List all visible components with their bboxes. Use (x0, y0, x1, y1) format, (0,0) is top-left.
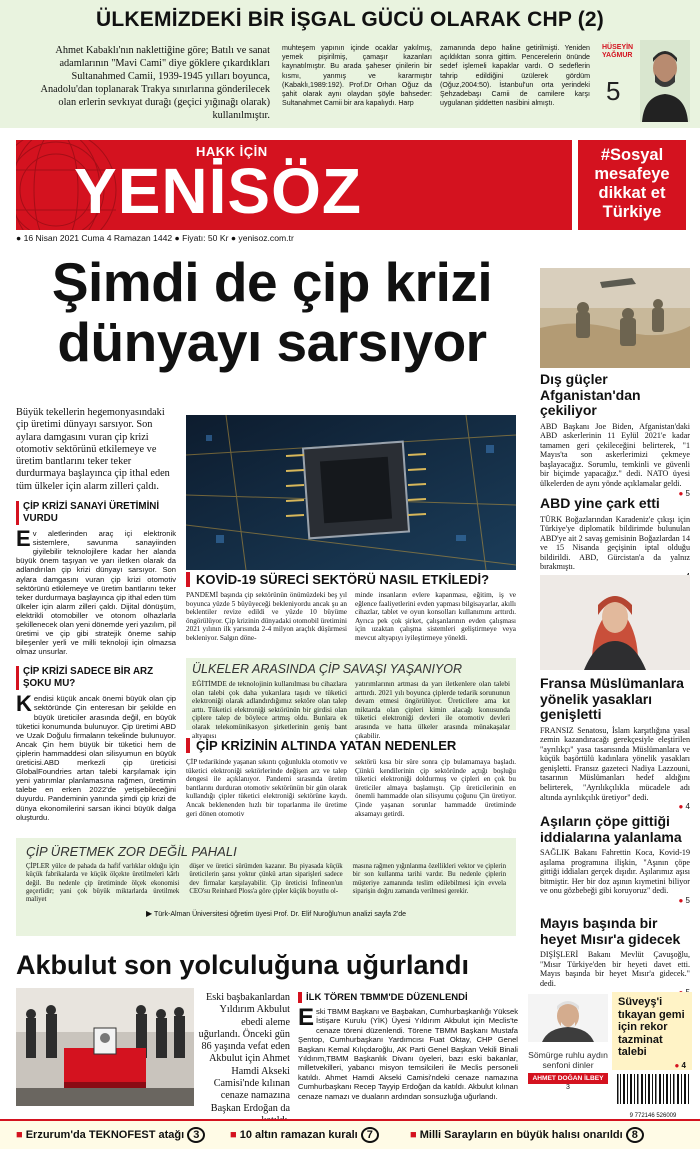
story-france[interactable] (540, 676, 690, 811)
drop-cap: E (16, 526, 31, 552)
akbulut-headline[interactable]: Akbulut son yolculuğuna uğurlandı (16, 950, 469, 980)
story-text: sektörü kısa bir süre sonra çip bulamamaya başladı. Çünkü kendilerinin çip sektöründe açtığı boşluğu tüketici elektroniği doldurmuş ve çipleri en çok bu üreticiler almaya başlamıştı. Çip üreticilerinin en önemli hammadde olan silisyumu çoğunu Çin üretiyor. Çinde yaşanan sorunlar hammadde üretiminde aksamayı getirdi. (355, 758, 516, 818)
story-text: ABD Başkanı Joe Biden, Afganistan'daki ABD askerlerinin 11 Eylül 2021'e kadar tamamen geri çekileceğini belirterek, "1 Mayıs'ta son askerlerimizi çekmeye başlayacağız. Sorumlu, temkinli ve güvenli bir biçimde yapacağız." dedi. NATO üyesi ülkelerden de aynı yönde açıklamalar geldi. (540, 421, 690, 489)
story-title: KOVİD-19 SÜRECİ SEKTÖRÜ NASIL ETKİLEDİ? (186, 572, 516, 587)
masthead-logo: YENİSÖZ (74, 155, 362, 227)
woman-photo (540, 575, 690, 670)
main-headline[interactable]: Şimdi de çip krizi dünyayı sarsıyor (51, 251, 493, 373)
page-number: 5 (685, 488, 690, 498)
columnist-quote: Sömürge ruhlu aydın senfoni dinler (528, 1050, 608, 1070)
arrow-icon: ● (678, 802, 684, 812)
columnist-page: 3 (566, 1084, 570, 1091)
ticker-item-1[interactable] (16, 1127, 205, 1143)
story-usa[interactable] (540, 496, 690, 581)
columnist-name: HÜSEYİN YAĞMUR (602, 44, 634, 59)
story-text: FRANSIZ Senatosu, İslam karşıtlığına yasal zemin kazandıracağı gerekçesiyle eleştirilen "ayrılıkçı" yasa tasarısında Müslümanlara ve küçük başörtülü kadınlara yönelik yasakları genişletti. Fransız gazeteci Nadiya Lazzouni, tasarının Müslümanları hedef aldığını belirterek, "Ayrılıkçılıkla mücadele adı altında ayrılıkçılık üretiyor" dedi. (540, 725, 690, 802)
story-causes[interactable] (186, 738, 516, 818)
story-text: TÜRK Boğazlarından Karadeniz'e çıkışı için Türkiye'ye diplomatik bildirimde bulunulan ABD'ye ait 2 savaş gemisinin Boğazlardan 14 ve 15 Nisanda geçişinin iptal olduğu bildirildi. ABD, Gürcistan'a da yalnız bırakmıştı. (540, 514, 690, 572)
story-text: düşer ve üretici sürümden kazanır. Bu piyasada küçük üreticilerin şansı yoktur çünkü artan siparişleri sadece dev firmalar karşılayabilir. Çip üreticisi Infineon'un CEO'su Reinhard Ploss'a göre çipler küçük boyutlu ol- (189, 863, 343, 895)
drop-cap: K (16, 691, 32, 717)
barcode (614, 1072, 692, 1119)
arrow-icon: ● (678, 895, 684, 905)
story-text: SAĞLIK Bakanı Fahrettin Koca, Kovid-19 aşılama programına ilişkin, "Aşının çöpe gittiği iddiaları gerçek dışıdır. Aşılarımız aşısı bitmiştir. Her bir doz aşının kıymetini biliyor ve onu gözbebeği gibi koruyoruz" dedi. (540, 848, 690, 896)
arrow-icon: ● (674, 1060, 680, 1070)
arrow-icon: ● (678, 488, 684, 498)
column-headline: ÜLKEMİZDEKİ BİR İŞGAL GÜCÜ OLARAK CHP (2) (96, 8, 604, 31)
columnist-box[interactable] (600, 40, 690, 122)
story-afghanistan[interactable] (540, 372, 690, 498)
columnist-page: 5 (606, 76, 621, 106)
akbulut-deck: Eski başbakanlardan Yıldırım Akbulut ebedi aleme uğurlandı. Önceki gün 86 yaşında vefat eden Akbulut için Ahmet Hamdi Akseki Camisi'nde kılınan cenaze namazına Başkan Erdoğan da (198, 992, 290, 1114)
section-text: v aletlerinden araç içi elektronik sistemlere, savunma sanayiinden giyilebilir teknolojilere kadar her alanda büyük önem taşıyan ve yarı iletken olarak da adlandırılan çip krizi dünyayı sarsıyor. Son aylara damgasını vuran çip krizi otomotiv sektörünü etkilemeye ve üretim bantlarını teker teker durdurmaya başlayınca çip ithal eden tüm ülkeler için alarm zilleri çaldı. Dijital dönüşüm, elektrikli otomobiller ve otonom olhazlarla şekillenecek olan yeni dönemde yeri yazılım, pil üretimi ve çip gibi stratejik öneme sahip bileşenler yerli ve milli teknoloji için olmazsa olmaz unsurlar. (16, 529, 176, 657)
ticker-page: 8 (626, 1127, 644, 1143)
ticker-text: Milli Sarayların en büyük halısı onarıldı (419, 1129, 623, 1141)
section-title-1: ÇİP KRİZİ SANAYİ ÜRETİMİNİ VURDU (16, 501, 176, 525)
column-text-3: zamanında depo haline getirilmişti. Yeniden açıldıktan sonra gittim. Pencerelerin önünde sedef işlemeli kapaklar vardı. O sedeflerin tahrip edildiğini üzülerek gördüm (Oğuz,2004:50). İstanbul'un orta yerindeki Şehzadebaşı Camii de camilere karşı uygulanan şiddetten nasibini almıştı. (440, 44, 590, 108)
ticker-page: 7 (361, 1127, 379, 1143)
columnist-name: AHMET DOĞAN İLBEY (528, 1073, 608, 1084)
column-text-2: muhteşem yapının içinde ocaklar yakılmış, yemek pişirilmiş, çamaşır kazanları kaynatılmıştır. Bu arada şaheser çinilerin bir kısmı, yanmış ve kararmıştır (Kabaklı,1989:192). Prof.Dr Orhan Oğuz da şahit olarak aynı olaydan şöyle bahseder: Sultanahmet Camii bir ara kapalıydı. Harp (282, 44, 432, 108)
page-number: 4 (681, 1060, 686, 1070)
story-expensive[interactable] (16, 838, 516, 936)
section-body-2 (16, 691, 176, 822)
bottom-ticker (0, 1119, 700, 1149)
lead-paragraph: Büyük tekellerin hegemonyasındaki çip üretimi dünyayı sarsıyor. Son aylara damgasını vuran çip krizi otomotiv sektörünü etkilemeye ve üretim bantlarını teker teker durdurmaya başlayınca çip ithal eden tüm ülkeler için alarm zilleri çaldı. (16, 407, 170, 492)
story-text: ÇİP tedarikinde yaşanan sıkıntı çoğunlukla otomotiv ve tüketici elektroniği sektörlerinde değişen arz ve talep dengesi ile açıklanıyor. Pandemi sırasında üretim bantlarını durduran otomotiv sektörünün bir gün olarak kullandığı çipler tüketici elektroniği sektörüne kaydı. Ancak beklenenden hızlı bir toparlanma ile üretime geri dönen otomotiv (186, 758, 347, 818)
section-title-2: ÇİP KRİZİ SADECE BİR ARZ ŞOKU MU? (16, 666, 176, 690)
story-text: masına rağmen yığınlanma özellikleri vektor ve çiplerin bir son kullanma tarihi vardır. Bu nedenle çiplerin müşteriye zamanında teslim edilebilmesi için evvela siparişin doğru zamanda verilmesi gerekir. (352, 863, 506, 895)
ticker-page: 3 (187, 1127, 205, 1143)
story-suez[interactable] (612, 992, 692, 1070)
bullet-icon: ■ (410, 1129, 417, 1141)
section-body-1 (16, 526, 176, 657)
story-title: ÜLKELER ARASINDA ÇİP SAVAŞI YAŞANIYOR (192, 662, 463, 676)
ticker-text: Erzurum'da TEKNOFEST atağı (25, 1129, 185, 1141)
columnist-photo (528, 994, 608, 1042)
dateline: ● 16 Nisan 2021 Cuma 4 Ramazan 1442 ● Fiyatı: 50 Kr ● yenisoz.com.tr (16, 233, 294, 243)
story-title: ÇİP ÜRETMEK ZOR DEĞİL PAHALI (26, 844, 237, 859)
barcode-number: 9 772146 526009 (629, 1113, 677, 1119)
story-body (298, 1004, 518, 1101)
story-title: ÇİP KRİZİNİN ALTINDA YATAN NEDENLER (186, 738, 516, 753)
masthead[interactable] (16, 140, 572, 230)
funeral-photo (16, 988, 194, 1106)
section-title: İLK TÖREN TBMM'DE DÜZENLENDİ (298, 992, 518, 1003)
story-vaccine[interactable] (540, 814, 690, 905)
soldiers-photo (540, 268, 690, 368)
story-text: EĞİTİMDE de teknolojinin kullanılması bu cihazlara olan talebi çok daha yukarılara taşıdı ve tüketici elektroniği olarak adlandırdığımız sektöre olan talep arttı. Tüketici elektroniği sektörünün bir girdisi olan çiplere talep de böylece artmış oldu. Bunlara ek olarak telekomünikasyon şirketlerinin geniş bant altyapısı (192, 680, 347, 740)
page-ref (540, 896, 690, 905)
chip-photo (186, 415, 516, 570)
story-text: yatırımlarının artması da yarı iletkenlere olan talebi arttırdı. 2021 yılı boyunca çiplerde tedarik sorununun devam etmesi öngörülüyor. Üreticilere ama kıt miktarda olan çipleri kimin alacağı konusunda tüketici elektroniği devleri ile otomotiv devleri arasında ve hatta ülkeler arasında münakaşalar çıkabilir. (355, 680, 510, 740)
story-covid[interactable] (186, 572, 516, 643)
ticker-text: 10 altın ramazan kuralı (239, 1129, 358, 1141)
story-title: ABD yine çark etti (540, 495, 660, 511)
promo-box: #Sosyal mesafeye dikkat et Türkiye (578, 140, 686, 230)
columnist-photo (640, 40, 690, 122)
bullet-icon: ■ (230, 1129, 237, 1141)
arrow-icon: ▶ (146, 909, 153, 919)
story-text: ski TBMM Başkanı ve Başbakan, Cumhurbaşkanlığı Yüksek İstişare Kurulu (YİK) Üyesi Yıldırım Akbulut için Meclis'te cenaze töreni düzenlendi. Törene TBMM Başkanı Mustafa Şentop, Cumhurbaşkanı Yardımcısı Fuat Oktay, CHP Genel Başkanı Kemal Kılıçdaroğlu, AK Parti Genel Başkan Vekili Binali Yıldırım,TBMM Başkanlık Divanı üyeleri, bazı eski bakanlar, milletvekilleri, yabancı misyon temsilcileri ile Meclis personeli katıldı. Ahmet Hamdi Akseki Camisi'ndeki cenaze namazına Cumhurbaşkanı Recep Tayyip Erdoğan da katıldı. Akbulut kılınan cenaze namazı ve duaların ardından sonsuzluğa uğurlandı. (298, 1007, 518, 1101)
page-number: 4 (685, 802, 690, 812)
left-column (16, 407, 176, 822)
story-egypt[interactable] (540, 916, 690, 997)
bullet-icon: ■ (16, 1129, 23, 1141)
story-title: Aşıların çöpe gittiği iddialarına yalanlama (540, 813, 682, 845)
akbulut-story[interactable] (298, 992, 518, 1101)
barcode-icon (614, 1072, 692, 1108)
column-lead: Ahmet Kabaklı'nın naklettiğine göre; Batılı ve sanat adamlarının "Mavi Cami" diye göklere çıkardıkları Sultanahmed Camii, 1939-1945 yılları boyunca, Anadolu'dan toplanarak Trakya sınırlarına gönderilecek olan erlerin sevkıyat durağı (geçici yığınağı olarak) kullanılmıştır. (40, 45, 270, 121)
story-text: minde insanların evlere kapanması, eğitim, iş ve eğlence faaliyetlerini evden yapması bilgisayarlar, akıllı cihazlar, tablet ve oyun konsolları kullanımını arttırdı. Ayrıca pek çok şirket, çalışanlarının evden çalışması için uzaktan çalışma sistemleri geliştirmeye veya mevcut altyapıyı iyileştirmeye yöneldi. (355, 591, 516, 642)
analysis-note-text: Türk-Alman Üniversitesi öğretim üyesi Prof. Dr. Elif Nuroğlu'nun analizi sayfa 2'de (153, 911, 407, 919)
masthead-tagline: HAKK İÇİN (196, 144, 268, 159)
columnist-2[interactable] (528, 994, 608, 1091)
ticker-item-3[interactable] (410, 1127, 644, 1143)
story-text: DIŞİŞLERİ Bakanı Mevlüt Çavuşoğlu, "Mısır Türkiye'den bir heyeti davet etti. Mayıs başında bir heyet Mısır'a gidecek." dedi. (540, 950, 690, 988)
page-number: 5 (685, 895, 690, 905)
page-ref (618, 1061, 686, 1070)
analysis-note (146, 909, 506, 918)
suez-text: Süveyş'i tıkayan gemi için rekor tazminat talebi (618, 996, 685, 1058)
story-title: Mayıs başında bir heyet Mısır'a gidecek (540, 915, 681, 947)
story-title: Fransa Müslümanlara yönelik yasakları genişletti (540, 675, 684, 722)
story-text: PANDEMİ başında çip sektörünün önümüzdeki beş yıl boyunca yüzde 5 büyüyeceği bekleniyordu ancak şu an beklentiler revize edildi ve yüzde 10 büyüme öngörülüyor. Çip krizinin dünyadaki otomobil üretimini 2021 yılının ilk yarısında 2-4 milyon araçlık düşürmesi bekleniyor. Salgın döne- (186, 591, 347, 642)
ticker-item-2[interactable] (230, 1127, 379, 1143)
drop-cap: E (298, 1004, 315, 1031)
page-ref (540, 802, 690, 811)
story-title: Dış güçler Afganistan'dan çekiliyor (540, 371, 641, 418)
story-chip-war[interactable] (186, 658, 516, 740)
section-text: endisi küçük ancak önemi büyük olan çip sektöründe Çin enteresan bir şekilde en büyük üreticiler arasında değil, en büyük tüketici konumunda bulunuyor. Çip üretimi ABD ve Uzak Doğulu firmaların tekelinde bulunuyor. Ancak Çin hem büyük bir tüketici hem de çiplerin hammaddesi olan silisyumun en büyük üreticisi.ABD merkezli çip üreticisi GlobalFoundries artan talebi karşılamak için yeni yatırımlar planlamasına rağmen, üretimin talebe en erken 2022'de yetişebileceğini duyurdu. Pandeminin yanında şimdi çip krizi de dünya ekonomilerini sarsan ikinci büyük dalga oluşturdu. (16, 694, 176, 822)
story-text: ÇİPLER yülce de pahada da hafif varlıklar olduğu için küçük fabrikalarda ve küçük ölçekte üretilmeleri kârlı değil. Bu nedenle çip üretiminde ölçek ekonomisi geçerlidir; yani çok büyük miktarlarda üretilmek maliyet (26, 863, 180, 904)
top-column-band (0, 0, 700, 128)
